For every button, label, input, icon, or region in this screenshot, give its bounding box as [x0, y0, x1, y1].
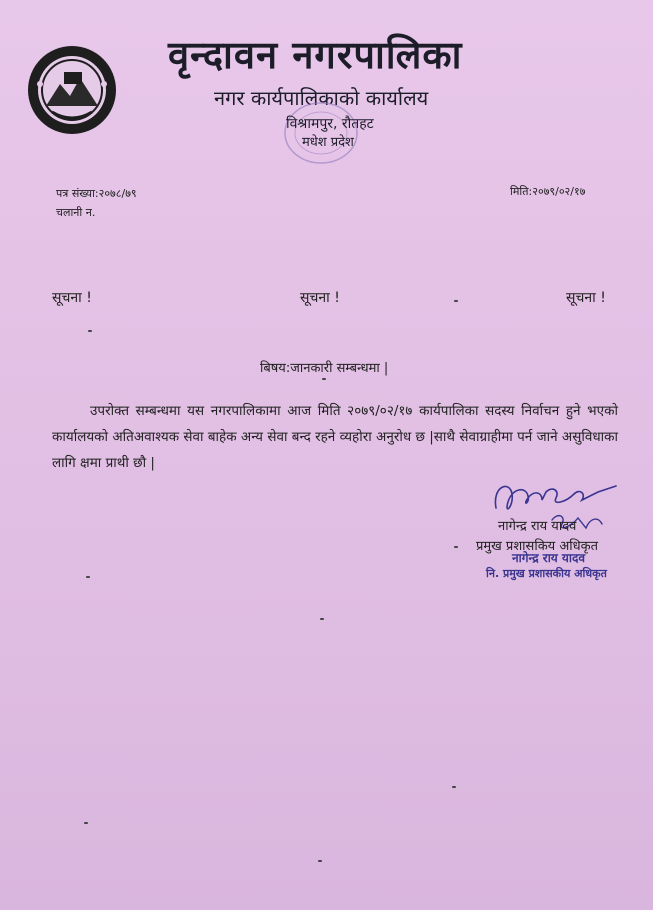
subject-line: बिषय:जानकारी सम्बन्धमा |: [260, 361, 389, 376]
address-line: विश्रामपुर, रौतहट: [286, 116, 374, 132]
letter-body: उपरोक्त सम्बन्धमा यस नगरपालिकामा आज मिति २०७९/०२/१७ कार्यपालिका सदस्य निर्वाचन हुने भएको कार्यालयको अतिअवाश्यक सेवा बाहेक अन्य सेवा बन्द रहने व्यहोरा अनुरोध छ |साथै सेवाग्राहीमा पर्न जाने असुविधाका लागि क्षमा प्राथी छौ |: [52, 403, 618, 471]
signatory-name: नागेन्द्र राय यादव: [498, 519, 577, 534]
notice-heading: सूचना !: [300, 290, 340, 306]
dispatch-number: चलानी न.: [56, 206, 96, 219]
letter-date: मिति:२०७९/०२/१७: [510, 185, 586, 198]
municipality-emblem-icon: [26, 44, 118, 136]
reference-number: पत्र संख्या:२०७८/७९: [56, 187, 137, 200]
speck: [320, 618, 324, 620]
stamp-title: नि. प्रमुख प्रशासकीय अधिकृत: [486, 567, 607, 580]
province-line: मधेश प्रदेश: [302, 135, 354, 150]
notice-heading: सूचना !: [52, 290, 92, 306]
speck: [454, 546, 458, 548]
speck: [84, 822, 88, 824]
speck: [86, 576, 90, 578]
signatory-title: प्रमुख प्रशासकिय अधिकृत: [476, 539, 599, 554]
notice-heading: सूचना !: [566, 290, 606, 306]
speck: [322, 378, 326, 380]
org-name: वृन्दावन नगरपालिका: [168, 33, 463, 77]
speck: [318, 860, 322, 862]
speck: [88, 330, 92, 332]
speck: [454, 300, 458, 302]
stamp-name: नागेन्द्र राय यादव: [512, 551, 586, 565]
speck: [452, 786, 456, 788]
office-name: नगर कार्यपालिकाको कार्यालय: [214, 86, 429, 110]
